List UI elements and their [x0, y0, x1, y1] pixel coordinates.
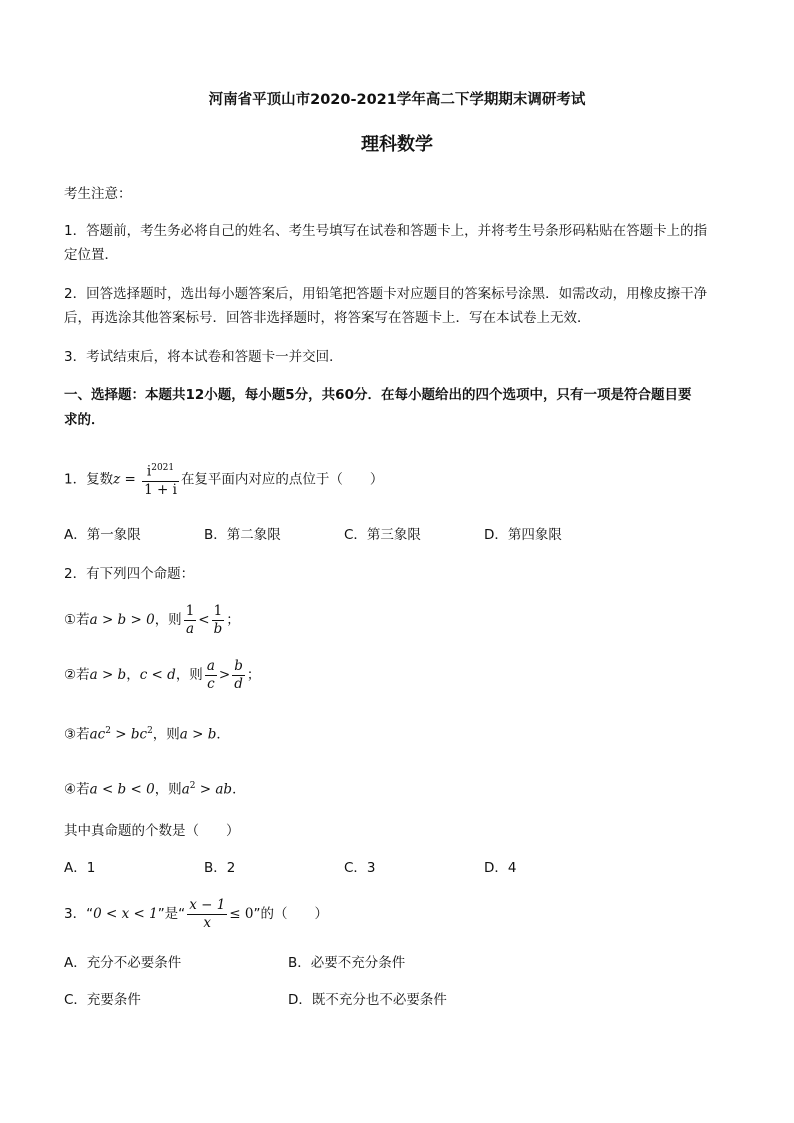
q2-proposition-2: ②若a > b，c < d，则 $\frac{a}{c}$ > $\frac{b}{d}$ ； [64, 657, 261, 692]
q1-prefix: 1．复数 [64, 471, 114, 488]
q3-option-a: A．充分不必要条件 [64, 955, 182, 971]
notice-item-3: 3．考试结束后，将本试卷和答题卡一并交回． [64, 349, 343, 365]
q1-num-base: i [146, 463, 152, 480]
q1-eq: = [120, 471, 141, 488]
q2-proposition-3: ③若$ac^2 > bc^2$，则a > b． [64, 726, 230, 743]
q1-option-c: C．第三象限 [344, 527, 421, 543]
q2-option-c: C．3 [344, 860, 376, 876]
notice-item-1-line-1: 1．答题前，考生务必将自己的姓名、考生号填写在试卷和答题卡上，并将考生号条形码粘贴在答题卡上的指 [64, 223, 708, 239]
q1-option-b: B．第二象限 [204, 527, 281, 543]
q2-p1-op: < [198, 612, 210, 628]
q2-option-a: A．1 [64, 860, 96, 876]
q2-p1-frac-1: $\frac{1}{a}$ [185, 602, 195, 637]
notice-item-1-line-2: 定位置． [64, 247, 118, 263]
q2-proposition-1: ①若a > b > 0，则 $\frac{1}{a}$ < $\frac{1}{b}$ ； [64, 602, 240, 637]
q2-p1-then: ，则 [154, 612, 182, 628]
section-1-heading-line-1: 一、选择题：本题共12小题，每小题5分，共60分．在每小题给出的四个选项中，只有一项是符合题目要 [64, 387, 692, 403]
q1-option-d: D．第四象限 [484, 527, 562, 543]
question-2-stem: 2．有下列四个命题： [64, 566, 195, 582]
exam-subject: 理科数学 [361, 134, 433, 155]
notice-heading: 考生注意： [64, 186, 132, 202]
q1-fraction [142, 460, 179, 499]
notice-item-2-line-2: 后，再选涂其他答案标号．回答非选择题时，将答案写在答题卡上．写在本试卷上无效． [64, 310, 591, 326]
q1-var: z [113, 471, 121, 488]
q2-proposition-4: ④若a < b < 0，则$a^2$ > ab． [64, 781, 246, 798]
q2-p1-frac-2: $\frac{1}{b}$ [213, 602, 223, 637]
q1-option-a: A．第一象限 [64, 527, 141, 543]
section-1-heading-line-2: 求的． [64, 412, 105, 428]
q2-p2-frac-2: $\frac{b}{d}$ [234, 657, 243, 692]
q2-option-d: D．4 [484, 860, 517, 876]
q3-fraction: $\frac{x - 1}{x}$ [189, 896, 226, 931]
q2-p2-frac-1: $\frac{a}{c}$ [206, 657, 215, 692]
q1-num-exp: 2021 [151, 463, 175, 473]
q1-suffix: 在复平面内对应的点位于（ ） [180, 471, 384, 488]
question-3-stem: 3．“0 < x < 1”是“ $\frac{x - 1}{x}$ ≤ 0”的（ ） [64, 896, 328, 931]
q3-option-c: C．充要条件 [64, 992, 141, 1008]
exam-title: 河南省平顶山市2020-2021学年高二下学期期末调研考试 [208, 92, 586, 108]
q3-option-b: B．必要不充分条件 [288, 955, 406, 971]
notice-item-2-line-1: 2．回答选择题时，选出每小题答案后，用铅笔把答题卡对应题目的答案标号涂黑．如需改动，用橡皮擦干净 [64, 286, 708, 302]
question-1-stem [64, 460, 383, 499]
q3-option-d: D．既不充分也不必要条件 [288, 992, 447, 1008]
q2-ask: 其中真命题的个数是（ ） [64, 823, 240, 839]
q1-den: 1 + i [144, 481, 177, 498]
q2-option-b: B．2 [204, 860, 236, 876]
q2-p1-cond: a > b > 0 [89, 612, 155, 628]
q2-p1-prefix: ①若 [64, 612, 90, 628]
